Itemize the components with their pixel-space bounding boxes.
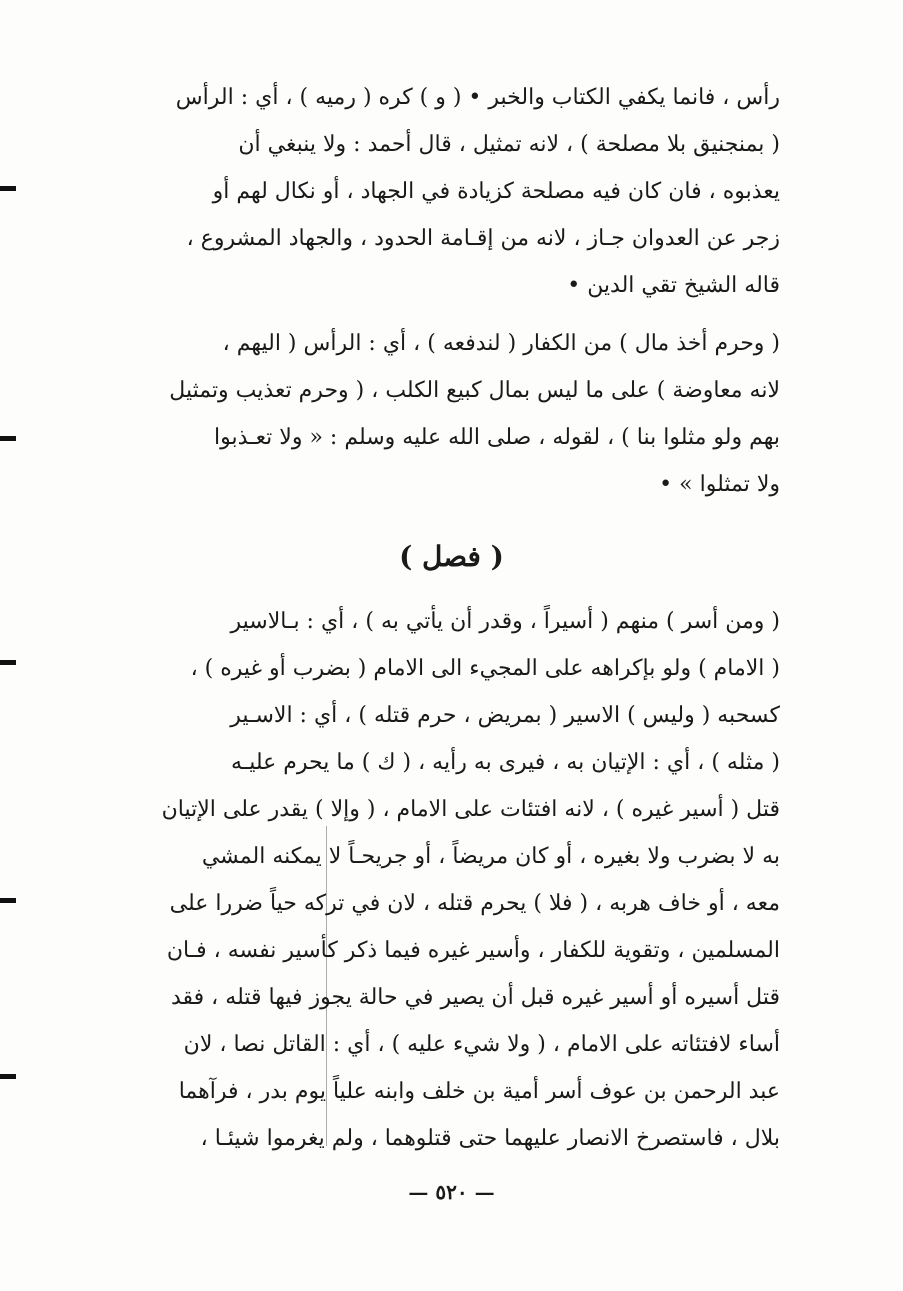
margin-mark [0, 1074, 16, 1079]
page-number: — ٥٢٠ — [408, 1180, 495, 1204]
text-line: يعذبوه ، فان كان فيه مصلحة كزيادة في الجهاد ، أو نكال لهم أو [212, 179, 780, 204]
text-line: أساء لافتئاته على الامام ، ( ولا شيء عليه ) ، أي : القاتل نصا ، لان [183, 1032, 780, 1057]
section-heading: ( فصل ) [399, 540, 504, 573]
text-line: رأس ، فانما يكفي الكتاب والخبر • ( و ) كره ( رميه ) ، أي : الرأس [175, 85, 780, 110]
text-line: بهم ولو مثلوا بنا ) ، لقوله ، صلى الله عليه وسلم : « ولا تعـذبوا [213, 425, 780, 450]
text-line: زجر عن العدوان جـاز ، لانه من إقـامة الحدود ، والجهاد المشروع ، [186, 226, 780, 251]
text-line: ( وحرم أخذ مال ) من الكفار ( لندفعه ) ، أي : الرأس ( اليهم ، [222, 331, 780, 356]
margin-mark [0, 186, 16, 191]
text-line: لانه معاوضة ) على ما ليس بمال كبيع الكلب ، ( وحرم تعذيب وتمثيل [169, 378, 780, 403]
text-line: قاله الشيخ تقي الدين • [567, 273, 780, 298]
text-line: ( بمنجنيق بلا مصلحة ) ، لانه تمثيل ، قال أحمد : ولا ينبغي أن [238, 132, 780, 157]
text-line: بلال ، فاستصرخ الانصار عليهما حتى قتلوهما ، ولم يغرموا شيئـا ، [200, 1126, 780, 1151]
margin-mark [0, 660, 16, 665]
text-line: قتل أسيره أو أسير غيره قبل أن يصير في حالة يجوز فيها قتله ، فقد [171, 985, 780, 1010]
margin-mark [0, 436, 16, 441]
text-line: قتل ( أسير غيره ) ، لانه افتئات على الامام ، ( وإلا ) يقدر على الإتيان [161, 797, 780, 822]
text-line: المسلمين ، وتقوية للكفار ، وأسير غيره فيما ذكر كأسير نفسه ، فـان [166, 938, 780, 963]
paragraph-1 [128, 74, 780, 309]
text-line: كسحبه ( وليس ) الاسير ( بمريض ، حرم قتله ) ، أي : الاسـير [230, 703, 780, 728]
text-line: ( مثله ) ، أي : الإتيان به ، فيرى به رأيه ، ( ك ) ما يحرم عليـه [230, 750, 780, 775]
text-line: ( ومن أسر ) منهم ( أسيراً ، وقدر أن يأتي به ) ، أي : بـالاسير [230, 609, 780, 634]
text-line: به لا بضرب ولا بغيره ، أو كان مريضاً ، أو جريحـاً لا يمكنه المشي [201, 844, 780, 869]
paragraph-3 [128, 598, 780, 1162]
text-line: عبد الرحمن بن عوف أسر أمية بن خلف وابنه علياً يوم بدر ، فرآهما [178, 1079, 780, 1104]
margin-mark [0, 898, 16, 903]
text-line: معه ، أو خاف هربه ، ( فلا ) يحرم قتله ، لان في تركه حياً ضررا على [169, 891, 780, 916]
paragraph-2 [128, 320, 780, 508]
text-line: ولا تمثلوا » • [659, 472, 780, 497]
text-line: ( الامام ) ولو بإكراهه على المجيء الى الامام ( بضرب أو غيره ) ، [190, 656, 780, 681]
